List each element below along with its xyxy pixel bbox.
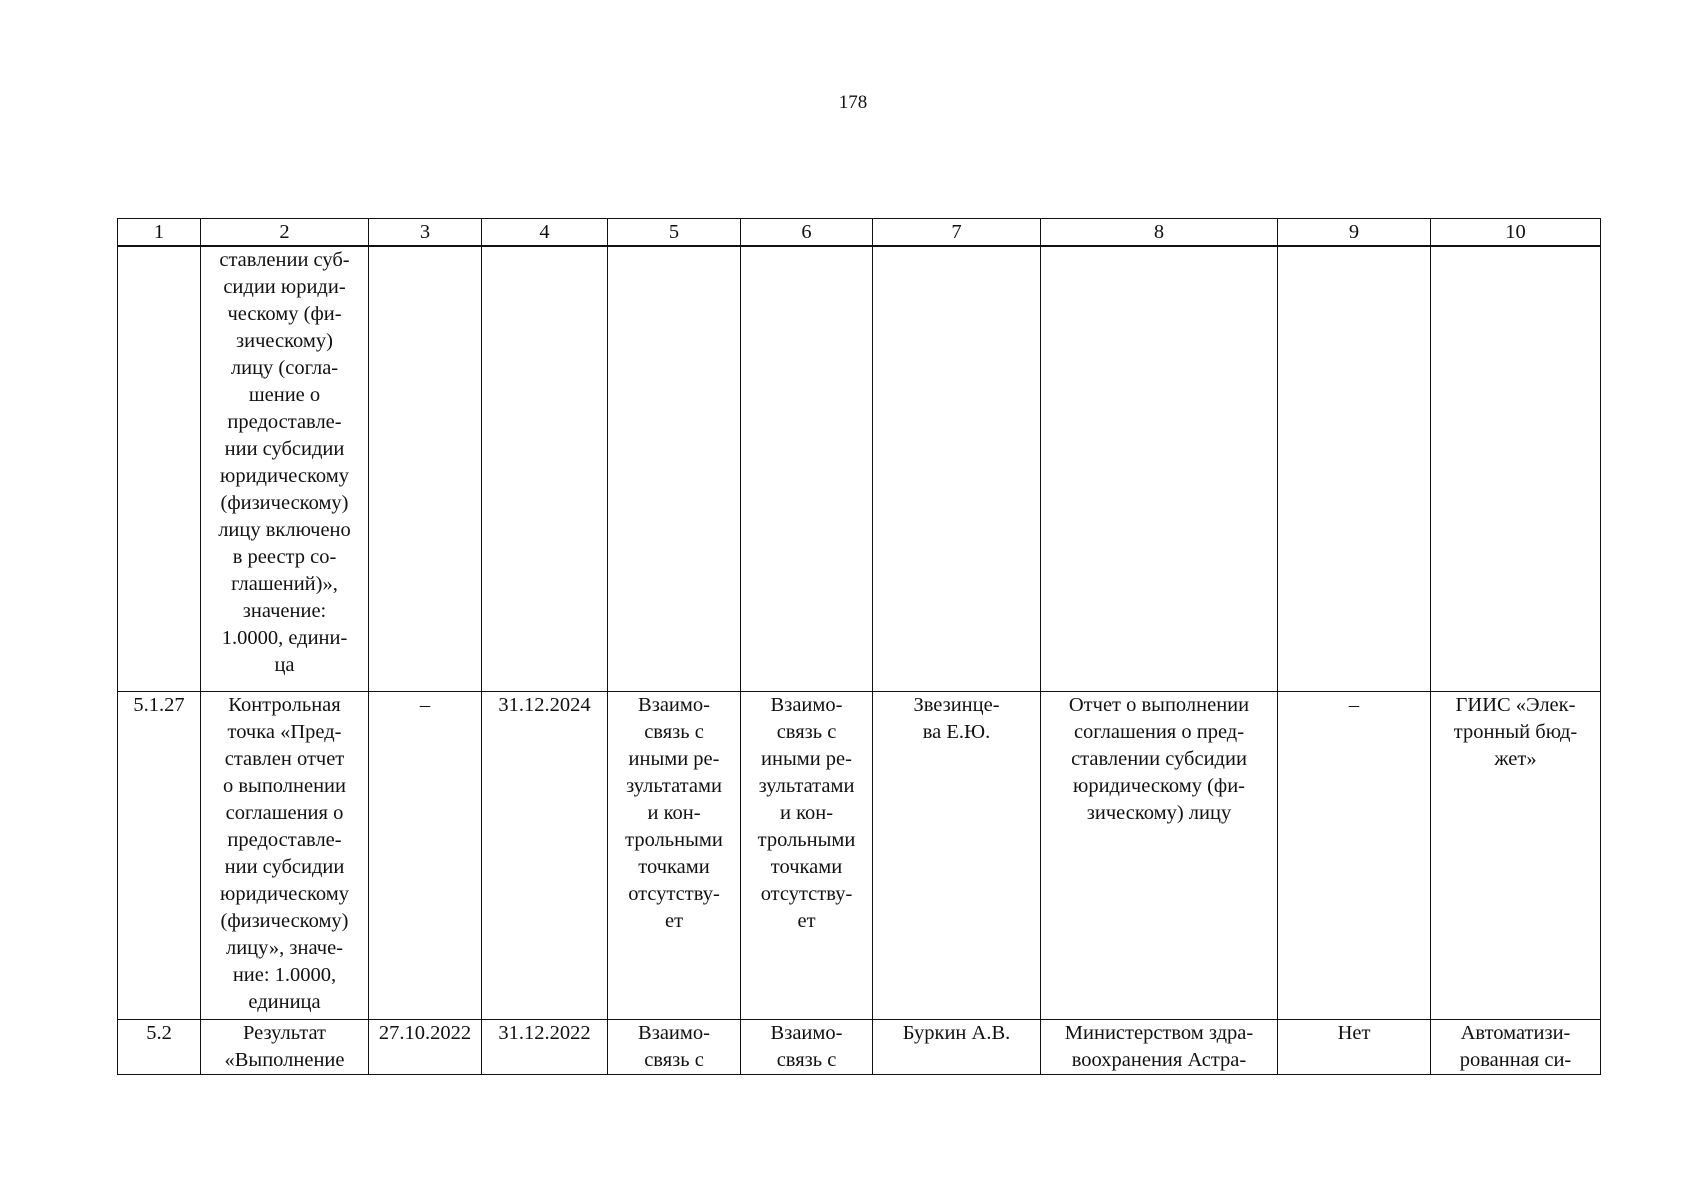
table-cell [1431,246,1601,692]
table-cell: 31.12.2022 [482,1020,608,1075]
table-cell: – [369,692,482,1020]
table-cell: Нет [1278,1020,1431,1075]
table-row [118,246,1601,692]
table-cell: Взаимо- связь с [608,1020,741,1075]
table-cell: Министерством здра- воохранения Астра- [1041,1020,1278,1075]
table-cell: Автоматизи- рованная си- [1431,1020,1601,1075]
table-cell [482,246,608,692]
table-cell: 5.1.27 [118,692,201,1020]
table-cell: – [1278,692,1431,1020]
table-cell [608,246,741,692]
table-cell: Взаимо- связь с [741,1020,873,1075]
column-header: 9 [1278,219,1431,247]
table-cell: Взаимо- связь с иными ре- зультатами и кон- трольными точками отсутству- ет [741,692,873,1020]
table-cell: Результат «Выполнение [201,1020,369,1075]
table-cell: Звезинце- ва Е.Ю. [873,692,1041,1020]
table-cell: 31.12.2024 [482,692,608,1020]
table-cell [1278,246,1431,692]
column-header: 6 [741,219,873,247]
table-cell: 27.10.2022 [369,1020,482,1075]
column-header: 3 [369,219,482,247]
table-row [118,1020,1601,1075]
table-cell: Буркин А.В. [873,1020,1041,1075]
table-header-row [118,219,1601,247]
table-cell [1041,246,1278,692]
table-cell: Отчет о выполнении соглашения о пред- ставлении субсидии юридическому (фи- зическому) лицу [1041,692,1278,1020]
column-header: 7 [873,219,1041,247]
column-header: 10 [1431,219,1601,247]
table-cell [741,246,873,692]
table-cell: Взаимо- связь с иными ре- зультатами и кон- трольными точками отсутству- ет [608,692,741,1020]
column-header: 8 [1041,219,1278,247]
plan-table [117,218,1601,1075]
column-header: 2 [201,219,369,247]
column-header: 1 [118,219,201,247]
table-cell [873,246,1041,692]
table-cell: ГИИС «Элек- тронный бюд- жет» [1431,692,1601,1020]
table-cell [118,246,201,692]
column-header: 4 [482,219,608,247]
column-header: 5 [608,219,741,247]
page-number: 178 [838,92,868,113]
table-row [118,692,1601,1020]
table-cell: Контрольная точка «Пред- ставлен отчет о выполнении соглашения о предоставле- нии субсидии юридическому (физическому) лицу», значе- ние: 1.0000, единица [201,692,369,1020]
table-cell: 5.2 [118,1020,201,1075]
table-cell: ставлении суб- сидии юриди- ческому (фи- зическому) лицу (согла- шение о предоставле- нии субсидии юридическому (физическому) лицу включено в реестр со- глашений)», значение: 1.0000, едини- ца [201,246,369,692]
table-cell [369,246,482,692]
